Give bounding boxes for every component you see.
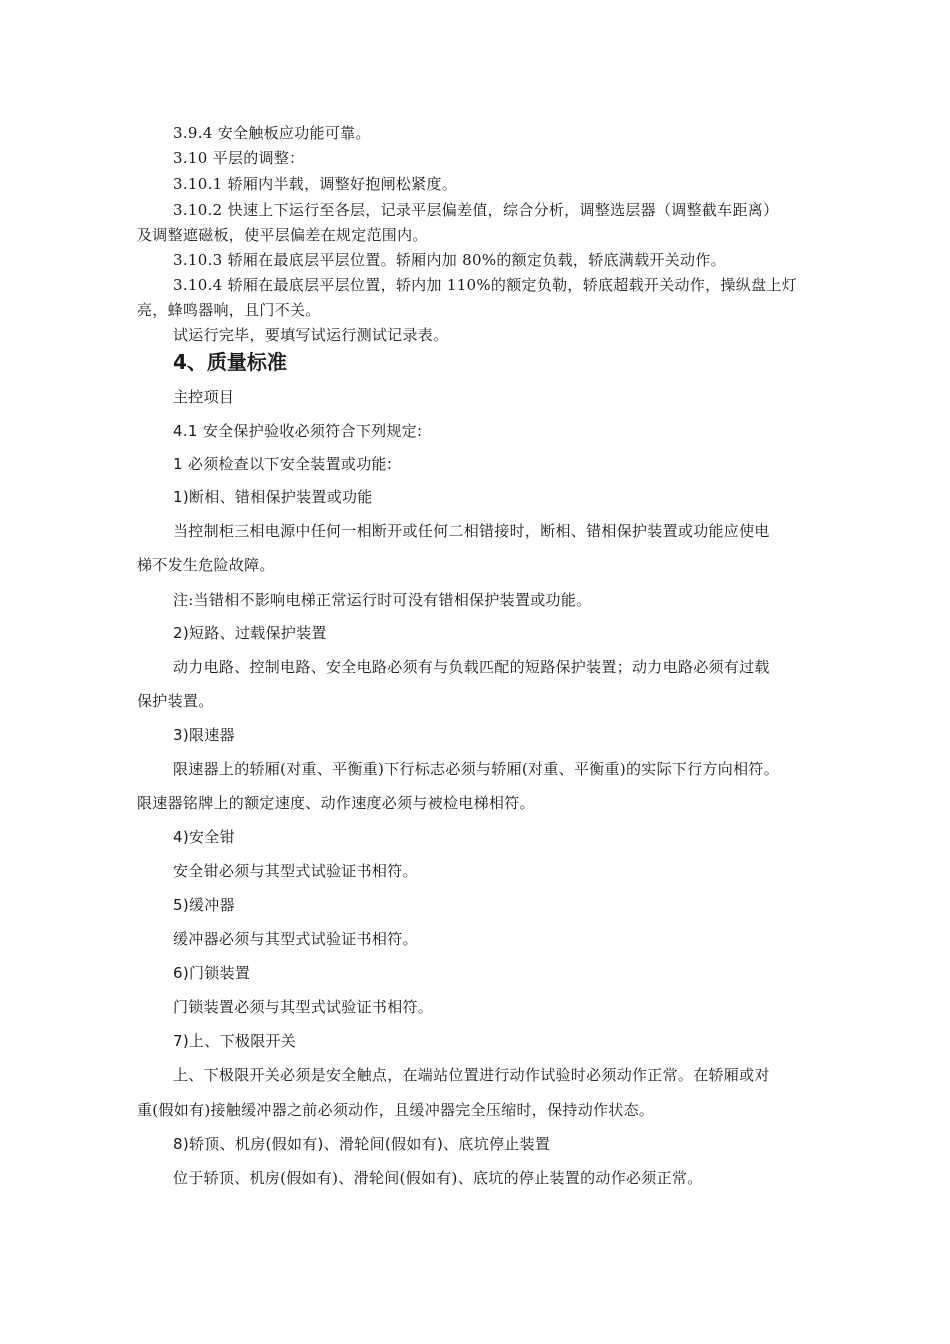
clause-3-10-4-cont: 亮，蜂鸣器响，且门不关。	[137, 301, 321, 319]
item-8-body: 位于轿顶、机房(假如有)、滑轮间(假如有)、底坑的停止装置的动作必须正常。	[173, 1169, 703, 1187]
clause-3-10-1: 3.10.1 轿厢内半载，调整好抱闸松紧度。	[173, 175, 458, 193]
clause-3-9-4: 3.9.4 安全触板应功能可靠。	[173, 124, 371, 142]
item-2-title: 2)短路、过载保护装置	[173, 624, 327, 642]
item-7-body: 上、下极限开关必须是安全触点，在端站位置进行动作试验时必须动作正常。在轿厢或对	[173, 1066, 770, 1084]
clause-3-10-4: 3.10.4 轿厢在最底层平层位置，轿内加 110%的额定负勒，轿底超载开关动作，操纵盘上灯	[173, 276, 797, 294]
item-2-body: 动力电路、控制电路、安全电路必须有与负载匹配的短路保护装置；动力电路必须有过载	[173, 658, 770, 676]
item-8-title: 8)轿顶、机房(假如有)、滑轮间(假如有)、底坑停止装置	[173, 1135, 551, 1153]
item-1-1-body-cont: 梯不发生危险故障。	[137, 556, 275, 574]
item-1-1-body: 当控制柜三相电源中任何一相断开或任何二相错接时，断相、错相保护装置或功能应使电	[173, 522, 770, 540]
item-7-body-cont: 重(假如有)接触缓冲器之前必须动作，且缓冲器完全压缩时，保持动作状态。	[137, 1101, 655, 1119]
item-4-body: 安全钳必须与其型式试验证书相符。	[173, 862, 418, 880]
clause-3-10-2-cont: 及调整遮磁板，使平层偏差在规定范围内。	[137, 226, 428, 244]
item-3-body: 限速器上的轿厢(对重、平衡重)下行标志必须与轿厢(对重、平衡重)的实际下行方向相符。	[173, 760, 780, 778]
item-1-1-note: 注:当错相不影响电梯正常运行时可没有错相保护装置或功能。	[173, 591, 592, 609]
item-3-title: 3)限速器	[173, 726, 235, 744]
item-5-body: 缓冲器必须与其型式试验证书相符。	[173, 930, 418, 948]
clause-3-10-title: 3.10 平层的调整：	[173, 149, 305, 167]
section-heading-4: 4、质量标准	[173, 350, 287, 374]
clause-3-10-3: 3.10.3 轿厢在最底层平层位置。轿厢内加 80%的额定负载，轿底满载开关动作。	[173, 251, 726, 269]
item-2-body-cont: 保护装置。	[137, 692, 214, 710]
item-5-title: 5)缓冲器	[173, 896, 235, 914]
main-control-items: 主控项目	[173, 388, 235, 406]
clause-4-1: 4.1 安全保护验收必须符合下列规定:	[173, 422, 423, 440]
item-3-body-cont: 限速器铭牌上的额定速度、动作速度必须与被检电梯相符。	[137, 794, 535, 812]
item-4-title: 4)安全钳	[173, 828, 235, 846]
item-7-title: 7)上、下极限开关	[173, 1032, 297, 1050]
item-6-body: 门锁装置必须与其型式试验证书相符。	[173, 998, 434, 1016]
item-6-title: 6)门锁装置	[173, 964, 251, 982]
trial-run-note: 试运行完毕，要填写试运行测试记录表。	[173, 326, 449, 344]
item-1: 1 必须检查以下安全装置或功能:	[173, 455, 393, 473]
item-1-1-title: 1)断相、错相保护装置或功能	[173, 488, 373, 506]
clause-3-10-2: 3.10.2 快速上下运行至各层，记录平层偏差值，综合分析，调整选层器（调整截车距离）	[173, 201, 779, 219]
